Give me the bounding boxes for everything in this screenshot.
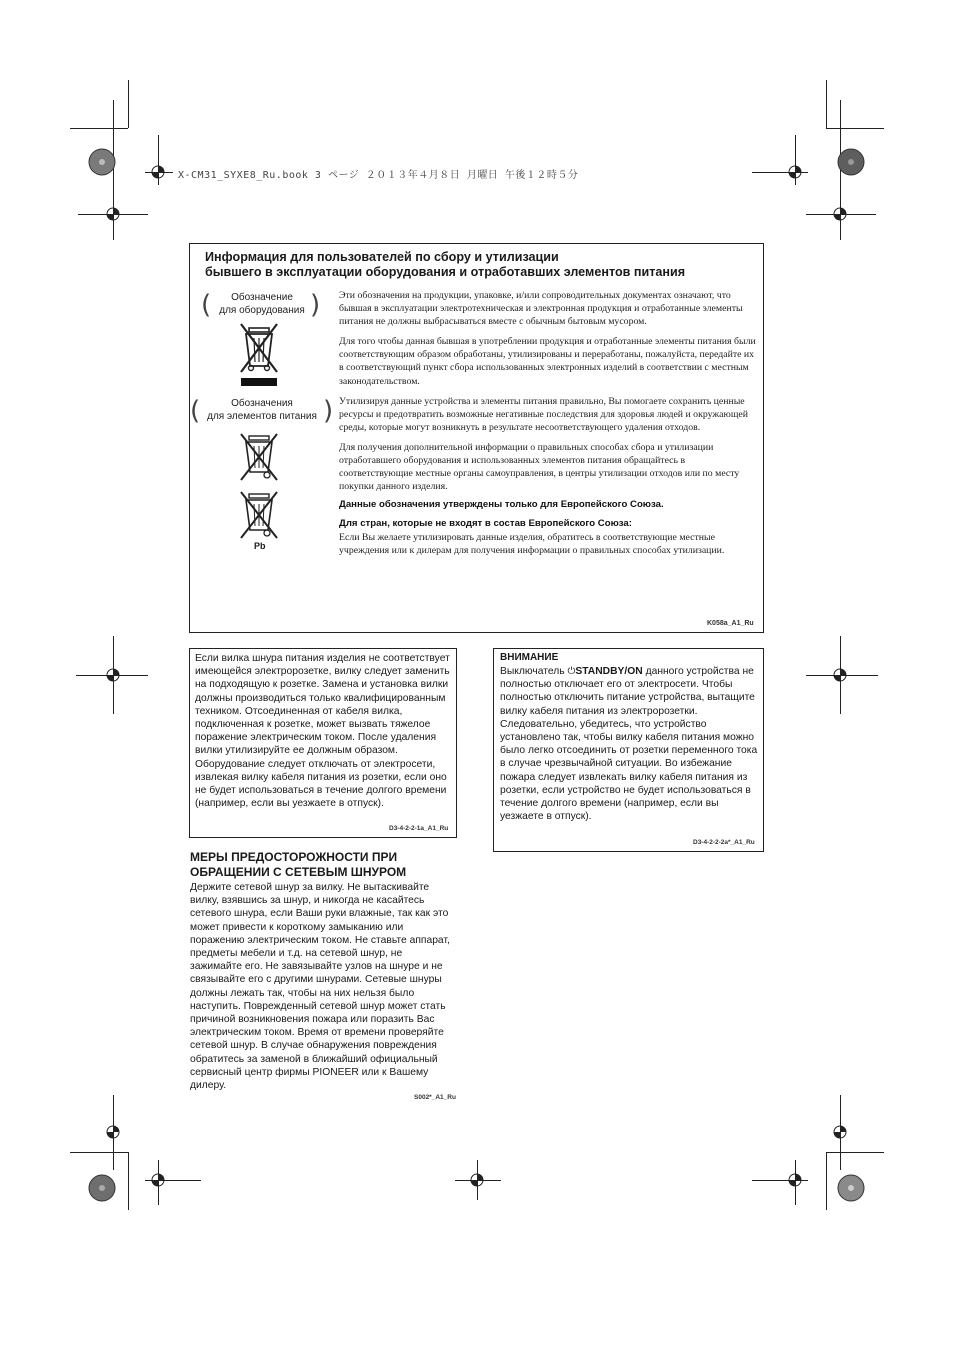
bracket-right-icon: ) [310,290,321,320]
rosette-mark-icon [837,148,865,176]
registration-target-icon [829,203,851,225]
registration-target-icon [102,203,124,225]
paragraph: Для получения дополнительной информации о правильных способах сбора и утилизации отработавшего оборудования и использованных элементов питания обращайтесь в соответствующие местные органы самоуправления, в центры утилизации отходов или по месту покупки данного изделия. [339,441,740,493]
document-code: K058a_A1_Ru [707,620,754,627]
registration-target-icon [147,161,169,183]
document-code: D3-4-2-2-1a_A1_Ru [389,825,449,832]
non-eu-heading: Для стран, которые не входят в состав Европейского Союза: [339,518,632,530]
non-eu-text: Если Вы желаете утилизировать данные изделия, обратитесь в соответствующие местные учреждения или к дилерам для получения информации о правильных способах утилизации. [339,532,725,557]
crop-mark-line [70,1152,128,1153]
registration-target-icon [466,1169,488,1191]
registration-target-icon [102,1121,124,1143]
bracket-left-icon: ( [190,396,201,426]
plug-replacement-text: Если вилка шнура питания изделия не соответствует имеющейся электророзетке, вилку следует заменить на подходящую к розетке. Замена и установка вилки должны производиться только квалифицированным техником. Отсоединенная от кабеля вилка, подключенная к розетке, может вызвать тяжелое поражение электрическим током. После удаления вилки утилизируйте ее должным образом. Оборудование следует отключать от электросети, извлекая вилку кабеля питания из розетки, если оно не будет использоваться в течение долгого времени (например, если вы уезжаете в отпуск). [195,653,450,810]
crop-mark-line [826,80,827,128]
crossed-bin-pb-icon [237,490,281,542]
registration-target-icon [784,161,806,183]
rosette-mark-icon [88,148,116,176]
registration-target-icon [102,664,124,686]
bracket-left-icon: ( [201,290,212,320]
registration-target-icon [829,664,851,686]
eu-only-notice: Данные обозначения утверждены только для Европейского Союза. [339,499,664,511]
crop-mark-line [70,128,128,129]
disposal-info-text [339,289,757,558]
crop-mark-line [826,128,884,129]
cord-precautions-text: Держите сетевой шнур за вилку. Не вытаскивайте вилку, взявшись за шнур, и никогда не касайтесь сетевого шнура, если Ваши руки влажные, так как это может привести к короткому замыканию или поражению электрическим током. Не ставьте аппарат, предметы мебели и т.д. на сетевой шнур, не зажимайте его. Не завязывайте узлов на шнуре и не связывайте его с другими шнурами. Сетевые шнуры должны лежать так, чтобы на них нельзя было наступить. Поврежденный сетевой шнур может стать причиной возникновения пожара или поразить Вас электрическим током. Время от времени проверяйте сетевой шнур. В случае обнаружения повреждения обратитесь за заменой в ближайший официальный сервисный центр фирмы PIONEER или к Вашему дилеру. [190,882,450,1092]
crossed-bin-icon [237,320,281,390]
cord-precautions-heading: МЕРЫ ПРЕДОСТОРОЖНОСТИ ПРИ ОБРАЩЕНИИ С СЕТЕВЫМ ШНУРОМ [190,850,407,879]
paragraph: Утилизируя данные устройства и элементы питания правильно, Вы помогаете сохранить ценные ресурсы и предотвратить возможные негативные последствия для здоровья людей и окружающей среды, которые могут возникнуть в результате несоответствующего удаления отходов. [339,395,748,433]
registration-target-icon [829,1121,851,1143]
bracket-right-icon: ) [323,396,334,426]
crop-mark-line [826,1152,884,1153]
document-code: S002*_A1_Ru [414,1094,456,1101]
crop-mark-line [128,80,129,128]
warning-heading: ВНИМАНИЕ [500,652,559,663]
warning-text: Выключатель ⏻STANDBY/ON данного устройства не полностью отключает его от электросети. Чтобы полностью отключить питание устройства, вытащите вилку кабеля питания из электророзетки. Следовательно, убедитесь, что устройство установлено так, чтобы вилку кабеля питания можно было легко отсоединить от розетки переменного тока в случае чрезвычайной ситуации. Во избежание пожара следует извлекать вилку кабеля питания из розетки, если устройство не будет использоваться в течение долгого времени (например, если вы уезжаете в отпуск). [500,666,758,823]
rosette-mark-icon [837,1174,865,1202]
crop-mark-line [128,1152,129,1210]
equipment-symbol-label: Обозначение для оборудования [219,292,305,316]
paragraph: Эти обозначения на продукции, упаковке, и/или сопроводительных документах означают, что бывшая в эксплуатации электротехническая и электронная продукция и отработанные элементы питания не должны выбрасываться вместе с обычным бытовым мусором. [339,290,743,328]
registration-target-icon [784,1169,806,1191]
paragraph: Для того чтобы данная бывшая в употреблении продукция и отработанные элементы питания были соответствующим образом обработаны, утилизированы и переработаны, пожалуйста, передайте их в соответствующий пункт сбора использованных электронных изделий в соответствии с местным законодательством. [339,336,756,387]
battery-symbol-label: Обозначения для элементов питания [207,398,317,422]
disposal-info-title: Информация для пользователей по сбору и утилизации бывшего в эксплуатации оборудования и отработавших элементов питания [205,250,686,279]
pb-label: Pb [254,541,266,551]
power-icon: ⏻ [567,666,576,677]
crop-mark-line [826,1152,827,1210]
book-file-header: X-CM31_SYXE8_Ru.book 3 ページ ２０１３年４月８日 月曜日 午後１２時５分 [178,170,579,181]
rosette-mark-icon [88,1174,116,1202]
crossed-bin-battery-icon [237,432,281,484]
standby-on-label: STANDBY/ON [575,666,643,677]
document-code: D3-4-2-2-2a*_A1_Ru [693,839,755,846]
registration-target-icon [147,1169,169,1191]
